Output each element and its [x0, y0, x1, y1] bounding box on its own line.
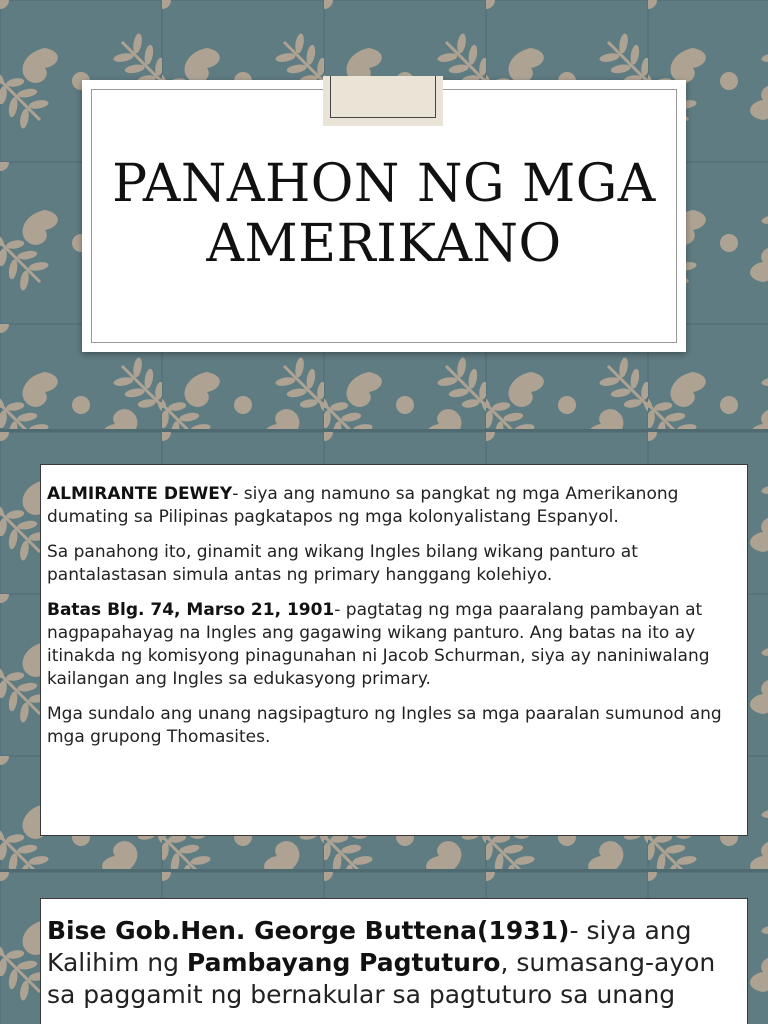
english-usage-text: Sa panahong ito, ginamit ang wikang Ingles bilang wikang panturo at pantalastasan simula antas ng primary hanggang kolehiyo. — [47, 542, 638, 585]
pagtuturo-heading: Pambayang Pagtuturo — [186, 948, 501, 977]
content-text-box — [40, 464, 748, 836]
paragraph-batas — [47, 599, 741, 691]
content-text-box — [40, 898, 748, 1024]
slide-title — [82, 154, 686, 274]
thomasites-text: Mga sundalo ang unang nagsipagturo ng Ingles sa mga paaralan sumunod ang mga grupong Thomasites. — [47, 704, 722, 747]
paragraph-english-usage — [47, 541, 741, 587]
buttena-heading: Bise Gob.Hen. George Buttena(1931) — [47, 916, 570, 945]
buttena-text-1: - siya ang Kalihim ng — [47, 916, 692, 977]
title-card — [82, 80, 686, 352]
title-tab-decoration — [323, 76, 443, 126]
title-line-2: AMERIKANO — [206, 214, 562, 274]
title-slide — [0, 0, 768, 432]
paragraph-dewey — [47, 483, 741, 529]
batas-description: - pagtatag ng mga paaralang pambayan at nagpapahayag na Ingles ang gagawing wikang panturo. Ang batas na ito ay itinakda ng komisyong pinagunahan ni Jacob Schurman, siya ay naniniwalang kailangan ang Ingles sa edukasyong primary. — [47, 600, 710, 689]
dewey-heading: ALMIRANTE DEWEY — [47, 484, 233, 504]
content-slide-2 — [0, 432, 768, 872]
content-slide-3 — [0, 872, 768, 1024]
title-line-1: PANAHON NG MGA — [112, 154, 656, 214]
paragraph-thomasites — [47, 703, 741, 749]
batas-heading: Batas Blg. 74, Marso 21, 1901 — [47, 600, 335, 620]
dewey-description: - siya ang namuno sa pangkat ng mga Amerikanong dumating sa Pilipinas pagkatapos ng mga kolonyalistang Espanyol. — [47, 484, 679, 527]
buttena-text-2: , sumasang-ayon sa paggamit ng bernakular sa pagtuturo sa unang — [47, 948, 716, 1009]
